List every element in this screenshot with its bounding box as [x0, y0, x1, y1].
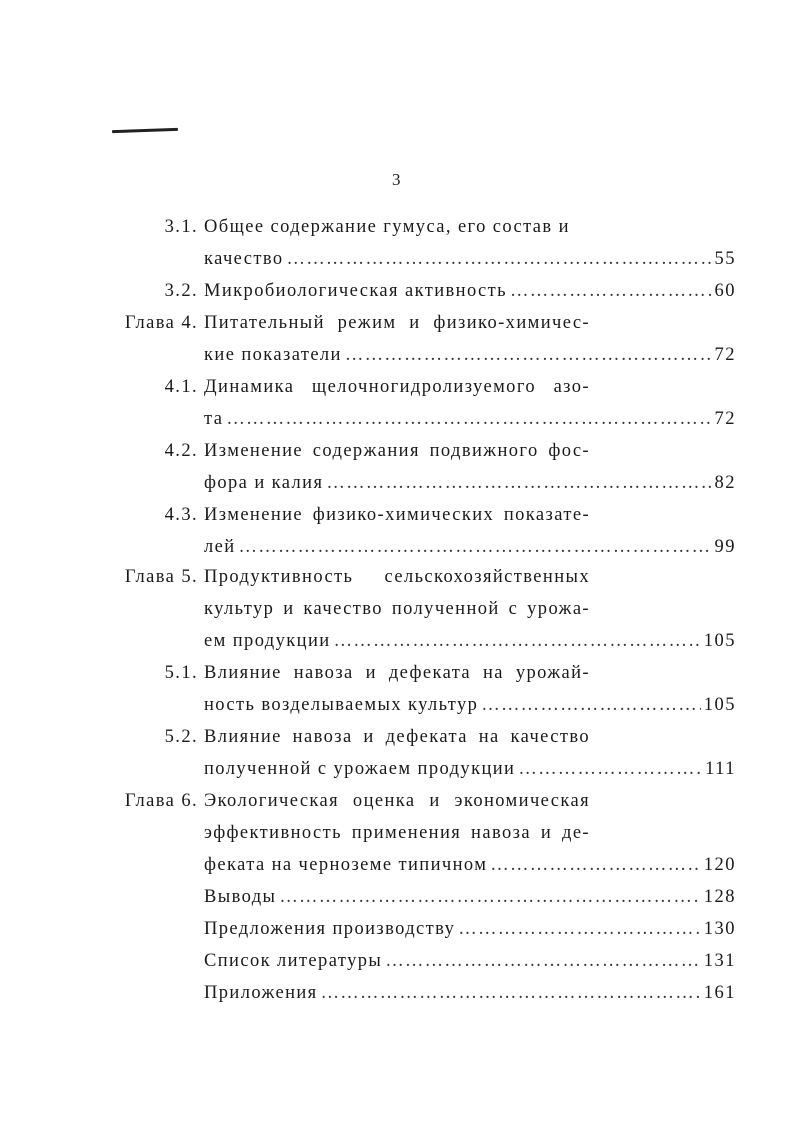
dot-leader [226, 404, 711, 434]
toc-line [0, 244, 793, 274]
toc-entry-with-page [204, 946, 736, 976]
toc-entry-with-page [204, 468, 736, 498]
toc-line [0, 914, 793, 944]
toc-entry-title: Продуктивность сельскохозяйственных [204, 567, 590, 587]
toc-page-number: 161 [703, 983, 736, 1003]
toc-line [0, 850, 793, 880]
toc-page-number: 105 [703, 695, 736, 715]
toc-entry-title: ность возделываемых культур [204, 695, 479, 715]
toc-entry-title: Влияние навоза и дефеката на качество [204, 727, 590, 747]
toc-entry-title: культур и качество полученной с урожа- [204, 599, 590, 619]
toc-entry-number: Глава 4. [124, 313, 198, 333]
toc-line [0, 308, 793, 338]
dot-leader [510, 276, 712, 306]
toc-page-number: 131 [703, 951, 736, 971]
toc-entry-with-page [204, 626, 736, 656]
dot-leader [481, 690, 700, 720]
toc-entry-title: Список литературы [204, 951, 383, 971]
toc-line [0, 372, 793, 402]
toc-entry-number: 3.2. [164, 281, 198, 301]
toc-line [0, 818, 793, 848]
dot-leader [287, 244, 712, 274]
toc-entry-title: та [204, 409, 224, 429]
toc-page-number: 72 [714, 409, 736, 429]
toc-line [0, 722, 793, 752]
toc-entry-number: Глава 5. [124, 567, 198, 587]
toc-entry-title: фора и калия [204, 473, 324, 493]
toc-entry-title: Экологическая оценка и экономическая [204, 791, 590, 811]
toc-entry-with-page [204, 690, 736, 720]
toc-entry-with-page [204, 754, 736, 784]
dot-leader [279, 882, 700, 912]
toc-line [0, 562, 793, 592]
toc-entry-title: Изменение физико-химических показате- [204, 505, 590, 525]
toc-page-number: 72 [714, 345, 736, 365]
toc-entry-title: ем продукции [204, 631, 331, 651]
toc-line [0, 532, 793, 562]
toc-line [0, 626, 793, 656]
toc-line [0, 436, 793, 466]
toc-line [0, 594, 793, 624]
dot-leader [518, 754, 702, 784]
toc-entry-number: 4.2. [164, 441, 198, 461]
toc-page-number: 130 [703, 919, 736, 939]
page-number: 3 [392, 170, 401, 189]
toc-entry-title: феката на черноземе типичном [204, 855, 488, 875]
toc-entry-title: лей [204, 537, 236, 557]
toc-line [0, 340, 793, 370]
toc-line [0, 276, 793, 306]
toc-line [0, 946, 793, 976]
dot-leader [345, 340, 712, 370]
toc-entry-title: полученной с урожаем продукции [204, 759, 516, 779]
dot-leader [326, 468, 711, 498]
toc-entry-title: Общее содержание гумуса, его состав и [204, 217, 570, 237]
toc-page-number: 128 [703, 887, 736, 907]
toc-entry-with-page [204, 244, 736, 274]
toc-line [0, 978, 793, 1008]
toc-entry-number: 4.3. [164, 505, 198, 525]
toc-entry-title: эффективность применения навоза и де- [204, 823, 590, 843]
toc-entry-number: Глава 6. [124, 791, 198, 811]
toc-entry-number: 4.1. [164, 377, 198, 397]
dot-leader [239, 532, 712, 562]
toc-entry-with-page [204, 914, 736, 944]
toc-entry-title: Приложения [204, 983, 318, 1003]
toc-entry-with-page [204, 532, 736, 562]
toc-entry-title: Изменение содержания подвижного фос- [204, 441, 590, 461]
dot-leader [458, 914, 700, 944]
dot-leader [321, 978, 701, 1008]
toc-line [0, 754, 793, 784]
dot-leader [490, 850, 700, 880]
toc-page-number: 55 [714, 249, 736, 269]
toc-entry-title: качество [204, 249, 284, 269]
dot-leader [385, 946, 701, 976]
dot-leader [334, 626, 701, 656]
toc-page-number: 60 [714, 281, 736, 301]
toc-entry-title: Динамика щелочногидролизуемого азо- [204, 377, 590, 397]
toc-entry-title: Выводы [204, 887, 277, 907]
toc-line [0, 882, 793, 912]
toc-entry-title: Предложения производству [204, 919, 456, 939]
toc-line [0, 690, 793, 720]
toc-entry-number: 5.2. [164, 727, 198, 747]
toc-entry-number: 3.1. [164, 217, 198, 237]
toc-entry-title: Питательный режим и физико-химичес- [204, 313, 590, 333]
toc-entry-title: кие показатели [204, 345, 342, 365]
toc-entry-with-page [204, 882, 736, 912]
toc-line [0, 404, 793, 434]
toc-page-number: 105 [703, 631, 736, 651]
toc-line [0, 500, 793, 530]
toc-entry-with-page [204, 404, 736, 434]
toc-line [0, 212, 793, 242]
toc-entry-with-page [204, 340, 736, 370]
toc-page-number: 82 [714, 473, 736, 493]
toc-line [0, 786, 793, 816]
toc-entry-title: Микробиологическая активность [204, 281, 507, 301]
toc-entry-with-page [204, 978, 736, 1008]
toc-page-number: 111 [705, 759, 736, 779]
toc-page-number: 120 [703, 855, 736, 875]
toc-entry-with-page [204, 850, 736, 880]
toc-page-number: 99 [714, 537, 736, 557]
toc-line [0, 468, 793, 498]
toc-entry-with-page [204, 276, 736, 306]
toc-line [0, 658, 793, 688]
toc-entry-number: 5.1. [164, 663, 198, 683]
toc-entry-title: Влияние навоза и дефеката на урожай- [204, 663, 590, 683]
